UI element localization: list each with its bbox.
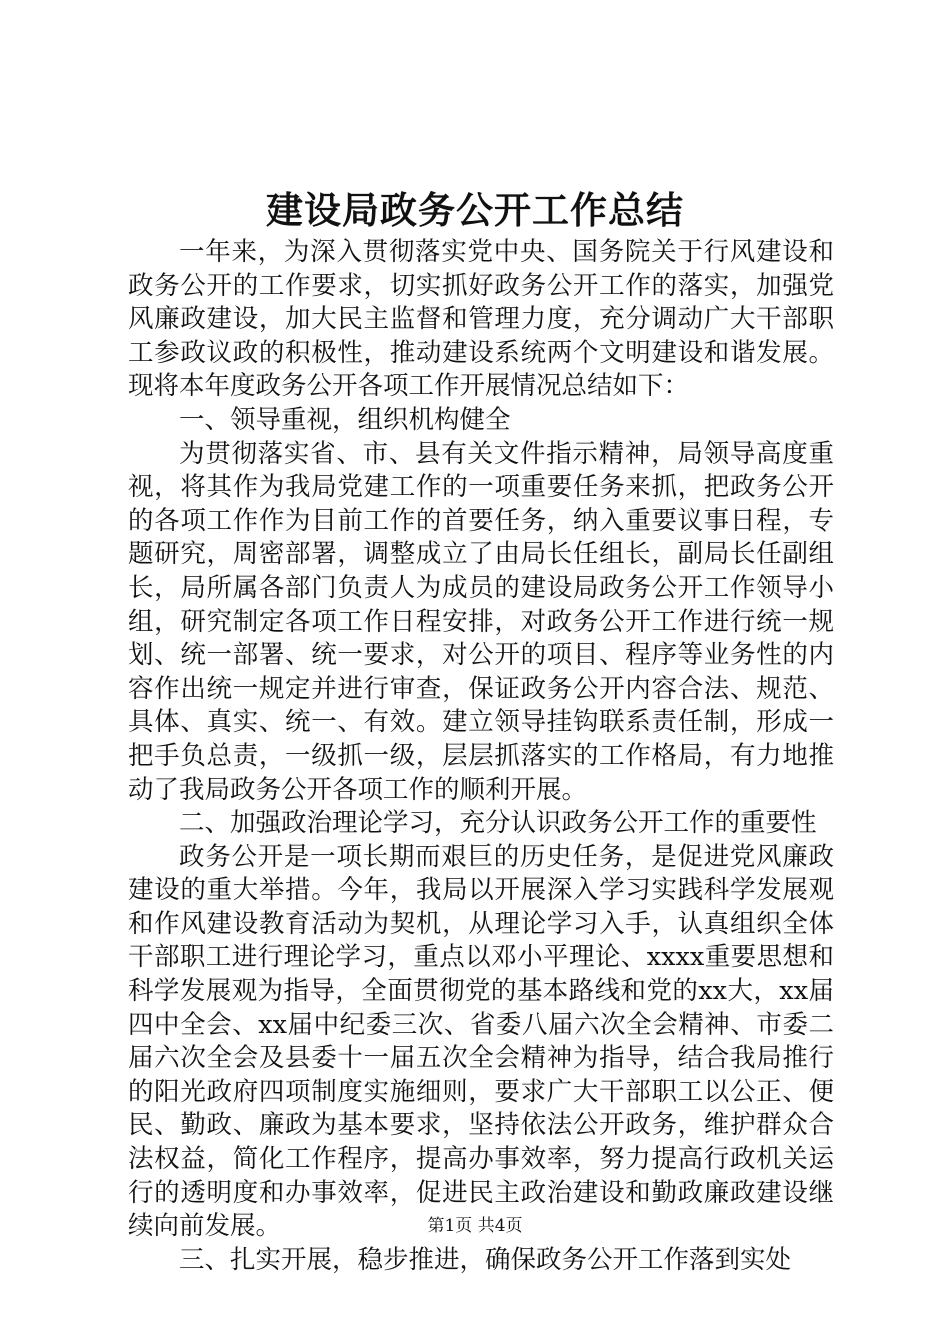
section-paragraph-2: 政务公开是一项长期而艰巨的历史任务，是促进党风廉政建设的重大举措。今年，我局以开展深入学习实践科学发展观和作风建设教育活动为契机，从理论学习入手，认真组织全体干部职工进行理论学习，重点以邓小平理论、xxxx重要思想和科学发展观为指导，全面贯彻党的基本路线和党的xx大，xx届四中全会、xx届中纪委三次、省委八届六次全会精神、市委二届六次全会及县委十一届五次全会精神为指导，结合我局推行的阳光政府四项制度实施细则，要求广大干部职工以公正、便民、勤政、廉政为基本要求，坚持依法公开政务，维护群众合法权益，简化工作程序，提高办事效率，努力提高行政机关运行的透明度和办事效率，促进民主政治建设和勤政廉政建设继续向前发展。 (128, 841, 834, 1242)
section-heading-2: 二、加强政治理论学习，充分认识政务公开工作的重要性 (179, 808, 817, 839)
page-number-footer: 第1页 共4页 (427, 1216, 523, 1236)
intro-paragraph: 一年来，为深入贯彻落实党中央、国务院关于行风建设和政务公开的工作要求，切实抓好政务公开工作的落实，加强党风廉政建设，加大民主监督和管理力度，充分调动广大干部职工参政议政的积极性，推动建设系统两个文明建设和谐发展。现将本年度政务公开各项工作开展情况总结如下： (128, 237, 834, 402)
document-title: 建设局政务公开工作总结 (266, 188, 684, 232)
section-heading-3: 三、扎实开展，稳步推进，确保政务公开工作落到实处 (179, 1244, 792, 1275)
document-body (128, 236, 834, 1277)
section-heading-1: 一、领导重视，组织机构健全 (179, 404, 511, 435)
section-paragraph-1: 为贯彻落实省、市、县有关文件指示精神，局领导高度重视，将其作为我局党建工作的一项重要任务来抓，把政务公开的各项工作作为目前工作的首要任务，纳入重要议事日程，专题研究，周密部署，调整成立了由局长任组长，副局长任副组长，局所属各部门负责人为成员的建设局政务公开工作领导小组，研究制定各项工作日程安排，对政务公开工作进行统一规划、统一部署、统一要求，对公开的项目、程序等业务性的内容作出统一规定并进行审查，保证政务公开内容合法、规范、具体、真实、统一、有效。建立领导挂钩联系责任制，形成一把手负总责，一级抓一级，层层抓落实的工作格局，有力地推动了我局政务公开各项工作的顺利开展。 (128, 438, 834, 805)
